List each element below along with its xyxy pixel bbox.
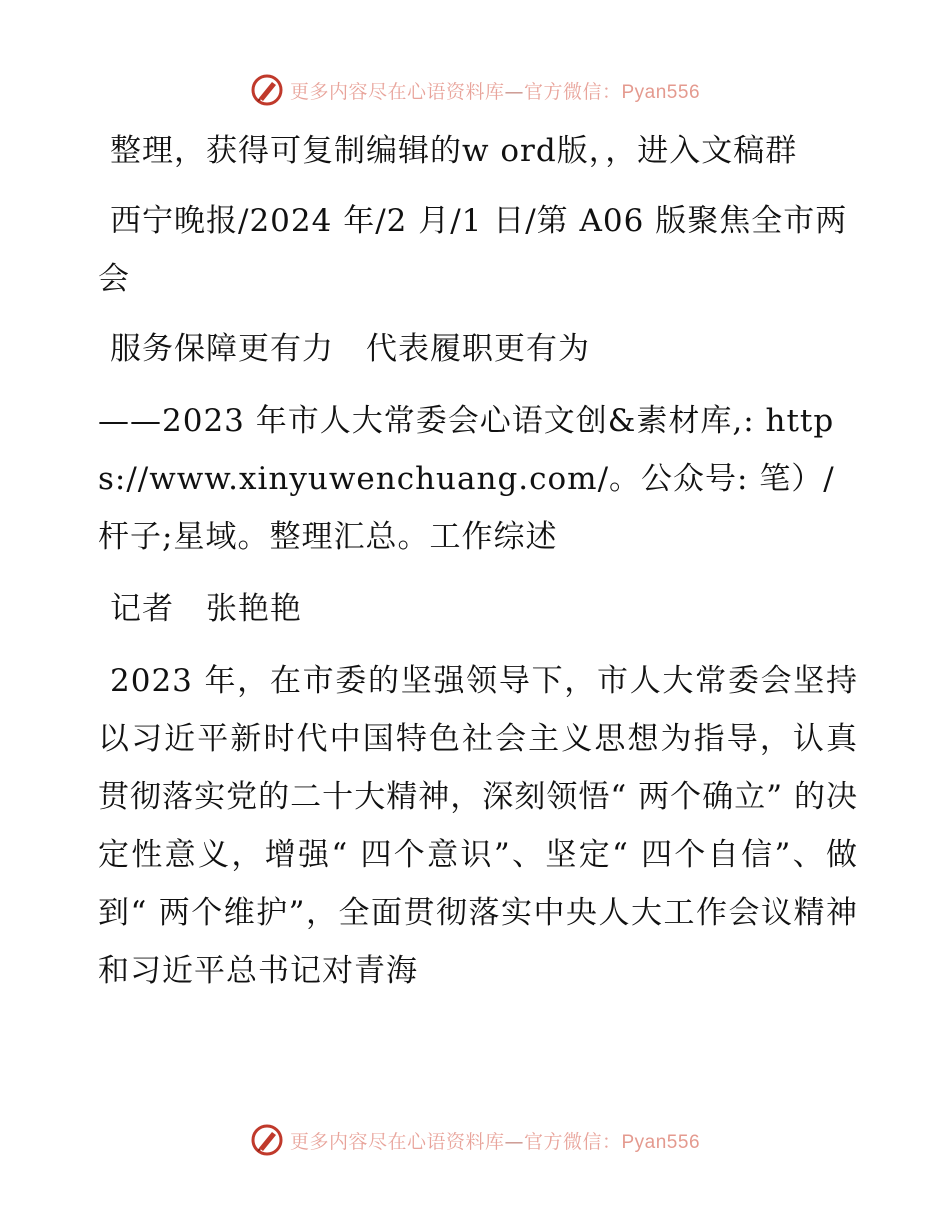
- watermark-suffix: 官方微信：: [523, 80, 622, 103]
- watermark-text: [290, 1127, 700, 1154]
- reporter-line: 记者 张艳艳: [110, 591, 302, 627]
- watermark-prefix: 更多内容尽在心语资料库: [289, 1130, 505, 1153]
- watermark-suffix: 官方微信：: [523, 1130, 622, 1153]
- body-paragraph: 2023 年，在市委的坚强领导下，市人大常委会坚持以习近平新时代中国特色社会主义思想为指导，认真贯彻落实党的二十大精神，深刻领悟“ 两个确立” 的决定性意义，增强“ 四个意识”、坚定“ 四个自信”、做到“ 两个维护”，全面贯彻落实中央人大工作会议精神和习近平总书记对青海: [98, 663, 858, 989]
- article-title: 服务保障更有力 代表履职更有为: [110, 331, 590, 367]
- watermark-handle: Pyan556: [621, 81, 701, 103]
- watermark-prefix: 更多内容尽在心语资料库: [289, 80, 505, 103]
- pen-logo-icon: [250, 73, 284, 107]
- watermark-separator: —: [504, 1130, 524, 1153]
- watermark-text: [290, 77, 700, 104]
- pen-logo-icon: [250, 1123, 284, 1157]
- watermark-handle: Pyan556: [621, 1131, 701, 1153]
- intro-note-paragraph: 整理，获得可复制编辑的w ord版，，进入文稿群: [110, 133, 798, 169]
- watermark-banner-top: [0, 70, 950, 110]
- source-line-paragraph: 西宁晚报/2024 年/2 月/1 日/第 A06 版聚焦全市两会: [98, 203, 848, 297]
- watermark-separator: —: [504, 80, 524, 103]
- watermark-banner-bottom: [0, 1120, 950, 1160]
- document-body: [98, 122, 858, 1014]
- article-subtitle: ——2023 年市人大常委会心语文创&素材库,: https://www.xinyuwenchuang.com/。公众号: 笔）/杆子;星域。整理汇总。工作综述: [98, 403, 835, 555]
